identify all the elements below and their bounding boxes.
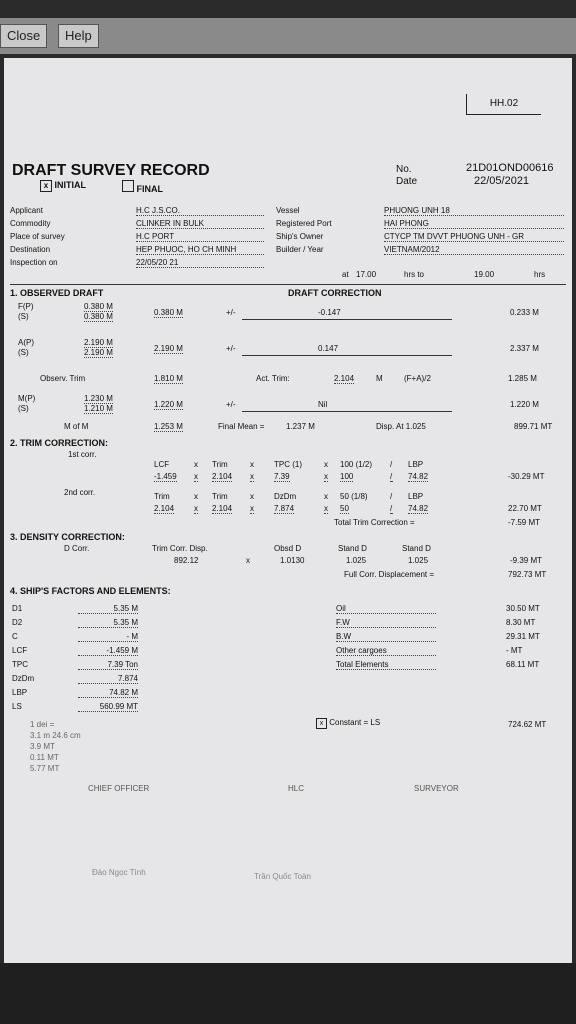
trim-row1v-cell-8: 74.82 [408,472,429,481]
chief-officer-name: Đào Ngọc Tình [92,868,146,877]
initial-label: INITIAL [54,180,87,190]
document-sheet [4,58,572,963]
info-label-4: Inspection on [10,258,58,267]
page-title: DRAFT SURVEY RECORD [12,162,210,179]
draft-mean-2: 1.220 M [154,400,183,409]
trim-row2v-cell-5: x [324,504,328,513]
initial-option[interactable] [40,180,86,192]
factor-label-3: LCF [12,646,28,655]
trim-row2v-cell-8: 74.82 [408,504,429,513]
factor-label-6: LBP [12,688,28,697]
draft-correction-heading: DRAFT CORRECTION [288,288,382,298]
hlc-label: HLC [288,784,305,793]
trim-row2-cell-2: Trim [212,492,228,501]
form-code: HH.02 [466,94,541,115]
trim-row1-cell-3: x [250,460,254,469]
density-h1: Trim Corr. Disp. [152,544,208,553]
factor-label-4: TPC [12,660,28,669]
draft-reading2-0: 0.380 M [84,312,113,321]
vessel-info-value-0: PHUONG UNH 18 [384,206,564,216]
date-value: 22/05/2021 [474,175,530,187]
element-label-3: Other cargoes [336,646,436,656]
trim-row1v-cell-5: x [324,472,328,481]
final-mean-value: 1.237 M [286,422,315,431]
trim-row2-cell-3: x [250,492,254,501]
density-v1: 892.12 [174,556,199,565]
draft-sign-1: +/- [226,344,236,353]
disp-value: 899.71 MT [514,422,553,431]
obs-trim-label: Observ. Trim [40,374,86,383]
trim-row1-cell-5: x [324,460,328,469]
mofm-label: M of M [64,422,89,431]
disp-label: Disp. At 1.025 [376,422,426,431]
draft-reading1-1: 2.190 M [84,338,113,347]
draft-row-label-1: A(P) [18,338,34,347]
fa2-label: (F+A)/2 [404,374,431,383]
density-h2: Obsd D [274,544,302,553]
hrs-to-label: hrs to [404,270,425,279]
trim-row1-cell-2: Trim [212,460,228,469]
draft-mean-0: 0.380 M [154,308,183,317]
factor-label-5: DzDm [12,674,35,683]
factor-value-1: 5.35 M [78,618,138,628]
trim-row1v-cell-2: 2.104 [212,472,233,481]
final-label: FINAL [136,184,164,194]
trim-row2v-cell-6: 50 [340,504,349,513]
factor-label-1: D2 [12,618,23,627]
vessel-info-label-0: Vessel [276,206,300,215]
trim-row2v-cell-0: 2.104 [154,504,175,513]
trim-row1-cell-6: 100 (1/2) [340,460,373,469]
element-label-2: B.W [336,632,436,642]
draft-sign-0: +/- [226,308,236,317]
element-value-4: 68.11 MT [506,660,540,669]
no-value: 21D01OND00616 [466,162,554,174]
info-label-3: Destination [10,245,51,254]
time-from: 17.00 [356,270,377,279]
trim-row1v-cell-6: 100 [340,472,354,481]
draft-result-0: 0.233 M [510,308,539,317]
trim-row1v-cell-7: / [390,472,393,481]
constant-option[interactable] [316,718,380,729]
element-label-0: Oil [336,604,436,614]
total-trim-label: Total Trim Correction = [334,518,415,527]
constant-label: Constant = LS [329,718,381,727]
trim-row2v-cell-1: x [194,504,198,513]
draft-result-2: 1.220 M [510,400,539,409]
density-x: x [246,556,250,565]
density-v2: 1.0130 [280,556,305,565]
draft-row-s-2: (S) [18,404,29,413]
at-label: at [342,270,349,279]
density-h4: Stand D [402,544,431,553]
info-value-3: HEP PHUOC, HO CH MINH [136,245,264,255]
total-trim-value: -7.59 MT [508,518,541,527]
initial-checkbox[interactable]: x [40,180,52,192]
section-ships-factors: 4. SHIP'S FACTORS AND ELEMENTS: [10,586,171,596]
factor-value-7: 560.99 MT [78,702,138,712]
small-line-0: 1 dei = [30,720,55,729]
full-corr-value: 792.73 MT [508,570,547,579]
draft-reading2-1: 2.190 M [84,348,113,357]
small-line-4: 5.77 MT [30,764,60,773]
final-checkbox[interactable] [122,180,134,192]
draft-mean-1: 2.190 M [154,344,183,353]
vessel-info-label-2: Ship's Owner [276,232,324,241]
trim-row2v-cell-7: / [390,504,393,513]
info-label-2: Place of survey [10,232,65,241]
trim-row2-cell-8: LBP [408,492,424,501]
draft-result-1: 2.337 M [510,344,539,353]
constant-value: 724.62 MT [508,720,547,729]
trim-row1v-cell-3: x [250,472,254,481]
trim-row1-cell-1: x [194,460,198,469]
act-trim-value: 2.104 [334,374,355,383]
small-line-3: 0.11 MT [30,753,59,762]
first-corr-label: 1st corr. [68,450,97,459]
obs-trim-value: 1.810 M [154,374,183,383]
draft-corr-line [242,411,452,412]
chief-officer-label: CHIEF OFFICER [88,784,150,793]
trim-row1-cell-4: TPC (1) [274,460,302,469]
small-line-2: 3.9 MT [30,742,55,751]
vessel-info-value-3: VIETNAM/2012 [384,245,564,255]
element-label-4: Total Elements [336,660,436,670]
surveyor-label: SURVEYOR [414,784,459,793]
mofm-value: 1.253 M [154,422,183,431]
draft-reading1-0: 0.380 M [84,302,113,311]
density-result: -9.39 MT [510,556,543,565]
final-option[interactable] [122,180,163,194]
factor-value-0: 5.35 M [78,604,138,614]
close-button[interactable]: Close [0,24,47,48]
full-corr-label: Full Corr. Displacement = [344,570,435,579]
factor-label-7: LS [12,702,22,711]
factor-value-5: 7.874 [78,674,138,684]
section-observed-draft: 1. OBSERVED DRAFT [10,288,104,298]
trim-row2-cell-7: / [390,492,393,501]
constant-checkbox[interactable]: x [316,718,327,729]
monitor-bezel [0,963,576,1024]
factor-label-0: D1 [12,604,23,613]
draft-sign-2: +/- [226,400,236,409]
element-label-1: F.W [336,618,436,628]
trim-row1v-cell-1: x [194,472,198,481]
draft-corr-line [242,355,452,356]
draft-reading1-2: 1.230 M [84,394,113,403]
section-trim-correction: 2. TRIM CORRECTION: [10,438,108,448]
element-value-3: - MT [506,646,523,655]
trim-row2-cell-0: Trim [154,492,170,501]
density-v3: 1.025 [346,556,367,565]
info-value-1: CLINKER IN BULK [136,219,264,229]
hrs-label: hrs [534,270,546,279]
factor-value-6: 74.82 M [78,688,138,698]
info-value-0: H.C J.S.CO. [136,206,264,216]
draft-corr-1: 0.147 [318,344,339,353]
act-trim-unit: M [376,374,383,383]
factor-value-3: -1.459 M [78,646,138,656]
trim-second-result: 22.70 MT [508,504,542,513]
trim-row1v-cell-4: 7.39 [274,472,290,481]
section-density-correction: 3. DENSITY CORRECTION: [10,532,125,542]
fa2-value: 1.285 M [508,374,537,383]
vessel-info-value-2: CTYCP TM DVVT PHUONG UNH - GR [384,232,564,242]
help-button[interactable]: Help [58,24,99,48]
factor-value-4: 7.39 Ton [78,660,138,670]
toolbar [0,18,576,54]
trim-row2-cell-1: x [194,492,198,501]
trim-row2v-cell-4: 7.874 [274,504,295,513]
second-corr-label: 2nd corr. [64,488,96,497]
trim-row1-cell-7: / [390,460,393,469]
info-value-4: 22/05/20 21 [136,258,264,268]
vessel-info-label-1: Registered Port [276,219,332,228]
factor-label-2: C [12,632,18,641]
trim-row2-cell-6: 50 (1/8) [340,492,368,501]
trim-first-result: -30.29 MT [508,472,545,481]
density-v4: 1.025 [408,556,429,565]
draft-row-s-1: (S) [18,348,29,357]
vessel-info-label-3: Builder / Year [276,245,324,254]
trim-row1-cell-8: LBP [408,460,424,469]
hlc-name: Trần Quốc Toàn [254,872,311,881]
draft-row-label-2: M(P) [18,394,36,403]
final-mean-label: Final Mean = [218,422,265,431]
draft-corr-2: Nil [318,400,328,409]
info-label-0: Applicant [10,206,43,215]
draft-row-s-0: (S) [18,312,29,321]
density-h3: Stand D [338,544,367,553]
element-value-0: 30.50 MT [506,604,540,613]
draft-corr-0: -0.147 [318,308,341,317]
factor-value-2: - M [78,632,138,642]
trim-row1v-cell-0: -1.459 [154,472,177,481]
trim-row2-cell-4: DzDm [274,492,297,501]
info-value-2: H.C PORT [136,232,264,242]
date-label: Date [396,176,418,187]
draft-row-label-0: F(P) [18,302,34,311]
info-label-1: Commodity [10,219,51,228]
draft-reading2-2: 1.210 M [84,404,113,413]
element-value-2: 29.31 MT [506,632,540,641]
trim-row2-cell-5: x [324,492,328,501]
element-value-1: 8.30 MT [506,618,536,627]
no-label: No. [396,164,412,175]
density-corr-label: D Corr. [64,544,90,553]
vessel-info-value-1: HAI PHONG [384,219,564,229]
trim-row2v-cell-2: 2.104 [212,504,233,513]
trim-row2v-cell-3: x [250,504,254,513]
act-trim-label: Act. Trim: [256,374,290,383]
trim-row1-cell-0: LCF [154,460,170,469]
time-to: 19.00 [474,270,495,279]
draft-corr-line [242,319,452,320]
small-line-1: 3.1 m 24.6 cm [30,731,81,740]
